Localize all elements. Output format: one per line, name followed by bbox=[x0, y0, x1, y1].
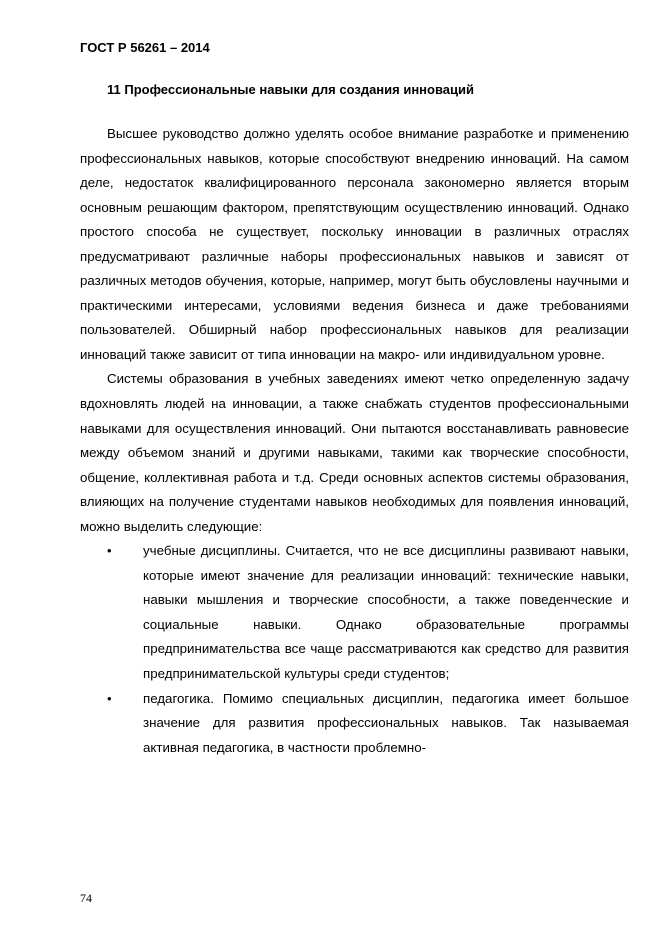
paragraph: Системы образования в учебных заведениях имеют четко определенную задачу вдохновлять людей на инновации, а также снабжать студентов профессиональными навыками для осуществления инноваций. Они пытаются восстанавливать равновесие между объемом знаний и другими навыками, такими как творческие способности, общение, коллективная работа и т.д. Среди основных аспектов системы образования, влияющих на получение студентами навыков необходимых для появления инноваций, можно выделить следующие: bbox=[80, 371, 629, 534]
paragraph: Высшее руководство должно уделять особое внимание разработке и применению профессиональных навыков, которые способствуют внедрению инноваций. На самом деле, недостаток квалифицированного персонала закономерно является вторым основным решающим фактором, препятствующим осуществлению инноваций. Однако простого способа не существует, поскольку инновации в различных отраслях предусматривают различные наборы профессиональных навыков и зависят от различных методов обучения, которые, например, могут быть обусловлены научными и практическими интересами, условиями ведения бизнеса и даже требованиями пользователей. Обширный набор профессиональных навыков для реализации инноваций также зависит от типа инновации на макро- или индивидуальном уровне. bbox=[80, 126, 629, 362]
list-item bbox=[80, 539, 629, 686]
body-text bbox=[80, 122, 629, 760]
bullet-marker: • bbox=[107, 690, 112, 706]
bullet-marker: • bbox=[107, 543, 112, 559]
page-number: 74 bbox=[80, 891, 92, 905]
bullet-list bbox=[80, 539, 629, 760]
section-title: 11 Профессиональные навыки для создания инноваций bbox=[107, 82, 475, 97]
list-item bbox=[80, 687, 629, 761]
standard-header: ГОСТ Р 56261 – 2014 bbox=[80, 40, 210, 55]
list-item-text: учебные дисциплины. Считается, что не все дисциплины развивают навыки, которые имеют значение для реализации инноваций: технические навыки, навыки мышления и творческие способности, а также поведенческие и социальные навыки. Однако образовательные программы предпринимательства все чаще рассматриваются как средство для развития предпринимательской культуры среди студентов; bbox=[143, 543, 629, 682]
list-item-text: педагогика. Помимо специальных дисциплин, педагогика имеет большое значение для развития профессиональных навыков. Так называемая активная педагогика, в частности проблемно- bbox=[143, 690, 629, 755]
